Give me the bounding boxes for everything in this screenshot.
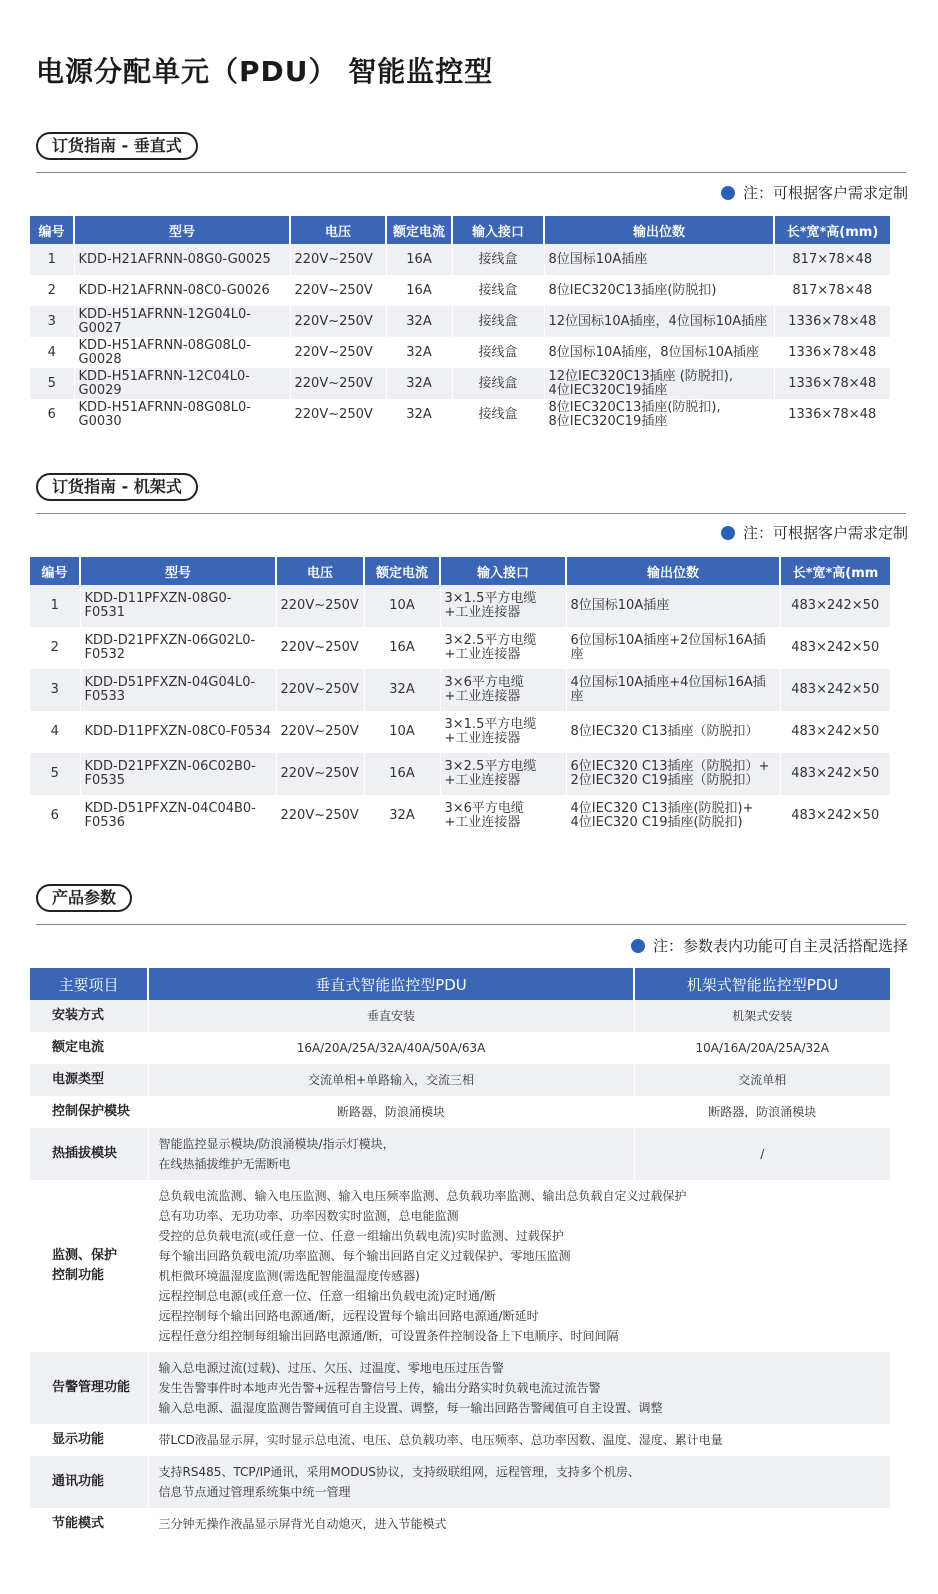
table-cell: 220V~250V <box>290 399 386 430</box>
table-cell: 10A <box>364 585 440 627</box>
param-line: 交流单相 <box>738 1073 787 1087</box>
column-header: 电压 <box>290 216 386 244</box>
table-cell: 3×6平方电缆 +工业连接器 <box>440 669 566 711</box>
table-row <box>30 1064 890 1096</box>
table-cell: 32A <box>364 669 440 711</box>
param-line: 总负载电流监测、输入电压监测、输入电压频率监测、总负载功率监测、输出总负载自定义过载保护 <box>158 1189 687 1203</box>
param-desc <box>148 1508 890 1540</box>
table-row <box>30 1032 890 1064</box>
page-title: 电源分配单元（PDU） 智能监控型 <box>36 55 494 88</box>
param-vertical <box>148 1096 634 1128</box>
column-header: 垂直式智能监控型PDU <box>148 968 634 1000</box>
param-item: 电源类型 <box>30 1064 148 1096</box>
param-line: 在线热插拔维护无需断电 <box>158 1157 291 1171</box>
table-cell: 6 <box>30 399 74 430</box>
table-cell: 6位国标10A插座+2位国标16A插座 <box>566 627 780 669</box>
param-line: 支持RS485、TCP/IP通讯，采用MODUS协议，支持级联组网，远程管理，支持多个机房、 <box>158 1465 640 1479</box>
column-header: 型号 <box>74 216 290 244</box>
table-cell: 817×78×48 <box>774 275 890 306</box>
bullet-dot-icon <box>631 939 645 953</box>
param-item: 节能模式 <box>30 1508 148 1540</box>
param-desc <box>148 1456 890 1508</box>
table-cell: 8位国标10A插座，8位国标10A插座 <box>544 337 774 368</box>
table-cell: 220V~250V <box>276 585 364 627</box>
bullet-dot-icon <box>721 186 735 200</box>
table-cell: 817×78×48 <box>774 244 890 275</box>
column-header: 型号 <box>80 557 276 585</box>
param-line: 机柜微环境温湿度监测(需选配智能温湿度传感器) <box>158 1269 420 1283</box>
table-cell: 1 <box>30 244 74 275</box>
table-cell: 4位国标10A插座+4位国标16A插座 <box>566 669 780 711</box>
table-cell: KDD-D11PFXZN-08C0-F0534 <box>80 711 276 753</box>
table-cell: 8位国标10A插座 <box>544 244 774 275</box>
param-item: 通讯功能 <box>30 1456 148 1508</box>
table-cell: 32A <box>386 368 452 399</box>
column-header: 输出位数 <box>566 557 780 585</box>
table-cell: KDD-D21PFXZN-06G02L0-F0532 <box>80 627 276 669</box>
table-row <box>30 669 890 711</box>
column-header: 长*宽*高(mm) <box>774 216 890 244</box>
table-row <box>30 244 890 275</box>
table-cell: 接线盒 <box>452 244 544 275</box>
table-cell: 32A <box>386 399 452 430</box>
table-cell: 8位IEC320C13插座(防脱扣), 8位IEC320C19插座 <box>544 399 774 430</box>
note-text: 注：可根据客户需求定制 <box>742 184 908 202</box>
table-cell: 16A <box>386 244 452 275</box>
note-text: 注：参数表内功能可自主灵活搭配选择 <box>652 937 908 955</box>
param-desc <box>148 1424 890 1456</box>
column-header: 编号 <box>30 216 74 244</box>
table-row <box>30 1128 890 1180</box>
section-pill-rack: 订货指南 - 机架式 <box>36 473 198 501</box>
table-cell: KDD-H51AFRNN-08G08L0-G0028 <box>74 337 290 368</box>
table-cell: 220V~250V <box>276 753 364 795</box>
param-line: 10A/16A/20A/25A/32A <box>695 1041 830 1055</box>
table-row <box>30 795 890 837</box>
param-line: 总有功功率、无功功率、功率因数实时监测，总电能监测 <box>158 1209 459 1223</box>
table-cell: 483×242×50 <box>780 585 890 627</box>
table-cell: 4位IEC320 C13插座(防脱扣)+ 4位IEC320 C19插座(防脱扣) <box>566 795 780 837</box>
column-header: 输出位数 <box>544 216 774 244</box>
column-header: 机架式智能监控型PDU <box>634 968 890 1000</box>
table-cell: 1336×78×48 <box>774 399 890 430</box>
table-cell: 3×6平方电缆 +工业连接器 <box>440 795 566 837</box>
table-cell: 8位IEC320 C13插座（防脱扣） <box>566 711 780 753</box>
table-cell: 16A <box>364 627 440 669</box>
param-vertical <box>148 1128 634 1180</box>
table-cell: 6位IEC320 C13插座（防脱扣）+ 2位IEC320 C19插座（防脱扣） <box>566 753 780 795</box>
table-cell: 483×242×50 <box>780 753 890 795</box>
note-rack <box>721 522 908 543</box>
table-cell: 483×242×50 <box>780 669 890 711</box>
table-cell: KDD-D11PFXZN-08G0-F0531 <box>80 585 276 627</box>
table-cell: 接线盒 <box>452 275 544 306</box>
table-cell: 32A <box>386 337 452 368</box>
param-vertical <box>148 1064 634 1096</box>
table-cell: KDD-H21AFRNN-08C0-G0026 <box>74 275 290 306</box>
table-cell: 2 <box>30 627 80 669</box>
param-line: 垂直安装 <box>366 1009 415 1023</box>
table-cell: 10A <box>364 711 440 753</box>
table-cell: 220V~250V <box>276 795 364 837</box>
table-row <box>30 1180 890 1352</box>
table-row <box>30 627 890 669</box>
table-cell: 12位国标10A插座，4位国标10A插座 <box>544 306 774 337</box>
note-vertical <box>721 182 908 203</box>
table-cell: 3 <box>30 669 80 711</box>
param-item: 显示功能 <box>30 1424 148 1456</box>
table-cell: 220V~250V <box>276 711 364 753</box>
table-row <box>30 337 890 368</box>
table-cell: 2 <box>30 275 74 306</box>
table-cell: 5 <box>30 753 80 795</box>
param-line: 远程控制总电源(或任意一位、任意一组输出负载电流)定时通/断 <box>158 1289 496 1303</box>
param-line: 断路器，防浪涌模块 <box>708 1105 817 1119</box>
table-cell: KDD-H51AFRNN-12C04L0-G0029 <box>74 368 290 399</box>
table-cell: 483×242×50 <box>780 627 890 669</box>
table-cell: 16A <box>386 275 452 306</box>
table-cell: 483×242×50 <box>780 711 890 753</box>
table-row <box>30 275 890 306</box>
section-divider <box>36 924 906 925</box>
column-header: 额定电流 <box>364 557 440 585</box>
table-row <box>30 585 890 627</box>
table-cell: KDD-D51PFXZN-04G04L0-F0533 <box>80 669 276 711</box>
table-cell: KDD-D21PFXZN-06C02B0-F0535 <box>80 753 276 795</box>
param-line: 远程任意分组控制每组输出回路电源通/断，可设置条件控制设备上下电顺序、时间间隔 <box>158 1329 619 1343</box>
table-cell: 16A <box>364 753 440 795</box>
note-text: 注：可根据客户需求定制 <box>742 524 908 542</box>
column-header: 电压 <box>276 557 364 585</box>
table-cell: 483×242×50 <box>780 795 890 837</box>
param-rack <box>634 1128 890 1180</box>
table-row <box>30 1096 890 1128</box>
section-heading-vertical <box>36 132 198 160</box>
table-cell: 3×1.5平方电缆 +工业连接器 <box>440 585 566 627</box>
param-vertical <box>148 1000 634 1032</box>
table-cell: 220V~250V <box>290 368 386 399</box>
table-cell: 3 <box>30 306 74 337</box>
table-cell: 3×1.5平方电缆 +工业连接器 <box>440 711 566 753</box>
param-rack <box>634 1064 890 1096</box>
section-pill-params: 产品参数 <box>36 884 132 912</box>
param-line: 带LCD液晶显示屏，实时显示总电流、电压、总负载功率、电压频率、总功率因数、温度、湿度、累计电量 <box>158 1433 723 1447</box>
param-line: 断路器，防浪涌模块 <box>336 1105 445 1119</box>
column-header: 编号 <box>30 557 80 585</box>
table-row <box>30 306 890 337</box>
table-cell: 220V~250V <box>290 275 386 306</box>
table-cell: 接线盒 <box>452 399 544 430</box>
product-params-table <box>30 968 890 1540</box>
param-item: 额定电流 <box>30 1032 148 1064</box>
table-cell: 1336×78×48 <box>774 306 890 337</box>
column-header: 输入接口 <box>452 216 544 244</box>
table-row <box>30 368 890 399</box>
table-row <box>30 753 890 795</box>
table-cell: KDD-H51AFRNN-08G08L0-G0030 <box>74 399 290 430</box>
param-rack <box>634 1096 890 1128</box>
note-params <box>631 935 908 956</box>
table-cell: KDD-D51PFXZN-04C04B0-F0536 <box>80 795 276 837</box>
table-cell: 1 <box>30 585 80 627</box>
param-line: 每个输出回路负载电流/功率监测、每个输出回路自定义过载保护、零地压监测 <box>158 1249 571 1263</box>
vertical-order-table <box>30 216 890 430</box>
table-cell: KDD-H51AFRNN-12G04L0-G0027 <box>74 306 290 337</box>
column-header: 额定电流 <box>386 216 452 244</box>
rack-order-table <box>30 557 890 837</box>
param-desc <box>148 1180 890 1352</box>
param-item: 告警管理功能 <box>30 1352 148 1424</box>
table-cell: 1336×78×48 <box>774 337 890 368</box>
section-pill-vertical: 订货指南 - 垂直式 <box>36 132 198 160</box>
param-line: 三分钟无操作液晶显示屏背光自动熄灭，进入节能模式 <box>158 1517 447 1531</box>
column-header: 输入接口 <box>440 557 566 585</box>
table-row <box>30 1508 890 1540</box>
table-cell: 220V~250V <box>290 337 386 368</box>
section-heading-rack <box>36 473 198 501</box>
param-line: 受控的总负载电流(或任意一位、任意一组输出负载电流)实时监测、过载保护 <box>158 1229 564 1243</box>
param-rack <box>634 1000 890 1032</box>
table-cell: 6 <box>30 795 80 837</box>
table-cell: 4 <box>30 337 74 368</box>
param-item: 控制保护模块 <box>30 1096 148 1128</box>
table-cell: 220V~250V <box>276 627 364 669</box>
table-cell: 220V~250V <box>276 669 364 711</box>
table-cell: 3×2.5平方电缆 +工业连接器 <box>440 627 566 669</box>
param-line: 16A/20A/25A/32A/40A/50A/63A <box>296 1041 486 1055</box>
param-line: 机架式安装 <box>732 1009 793 1023</box>
table-cell: 5 <box>30 368 74 399</box>
param-line: 智能监控显示模块/防浪涌模块/指示灯模块， <box>158 1137 395 1151</box>
table-cell: 32A <box>364 795 440 837</box>
table-cell: 1336×78×48 <box>774 368 890 399</box>
table-cell: 220V~250V <box>290 306 386 337</box>
column-header: 长*宽*高(mm <box>780 557 890 585</box>
table-row <box>30 1000 890 1032</box>
param-item: 监测、保护 控制功能 <box>30 1180 148 1352</box>
param-line: / <box>760 1147 765 1161</box>
table-cell: 接线盒 <box>452 306 544 337</box>
table-cell: 8位IEC320C13插座(防脱扣) <box>544 275 774 306</box>
param-line: 信息节点通过管理系统集中统一管理 <box>158 1485 351 1499</box>
table-row <box>30 711 890 753</box>
table-row <box>30 1456 890 1508</box>
table-cell: 220V~250V <box>290 244 386 275</box>
param-line: 交流单相+单路输入，交流三相 <box>307 1073 475 1087</box>
table-cell: 4 <box>30 711 80 753</box>
table-cell: 8位国标10A插座 <box>566 585 780 627</box>
param-item: 安装方式 <box>30 1000 148 1032</box>
param-line: 输入总电源过流(过载)、过压、欠压、过温度、零地电压过压告警 <box>158 1361 504 1375</box>
table-cell: 接线盒 <box>452 368 544 399</box>
param-line: 输入总电源、温湿度监测告警阈值可自主设置、调整，每一输出回路告警阈值可自主设置、调整 <box>158 1401 663 1415</box>
param-vertical <box>148 1032 634 1064</box>
param-rack <box>634 1032 890 1064</box>
table-cell: 12位IEC320C13插座 (防脱扣), 4位IEC320C19插座 <box>544 368 774 399</box>
table-row <box>30 399 890 430</box>
section-heading-params <box>36 884 132 912</box>
section-divider <box>36 172 906 173</box>
param-desc <box>148 1352 890 1424</box>
table-cell: 32A <box>386 306 452 337</box>
param-item: 热插拔模块 <box>30 1128 148 1180</box>
table-cell: 3×2.5平方电缆 +工业连接器 <box>440 753 566 795</box>
param-line: 远程控制每个输出回路电源通/断，远程设置每个输出回路电源通/断延时 <box>158 1309 539 1323</box>
table-cell: KDD-H21AFRNN-08G0-G0025 <box>74 244 290 275</box>
column-header: 主要项目 <box>30 968 148 1000</box>
table-row <box>30 1352 890 1424</box>
section-divider <box>36 513 906 514</box>
table-cell: 接线盒 <box>452 337 544 368</box>
table-row <box>30 1424 890 1456</box>
param-line: 发生告警事件时本地声光告警+远程告警信号上传，输出分路实时负载电流过流告警 <box>158 1381 601 1395</box>
bullet-dot-icon <box>721 526 735 540</box>
